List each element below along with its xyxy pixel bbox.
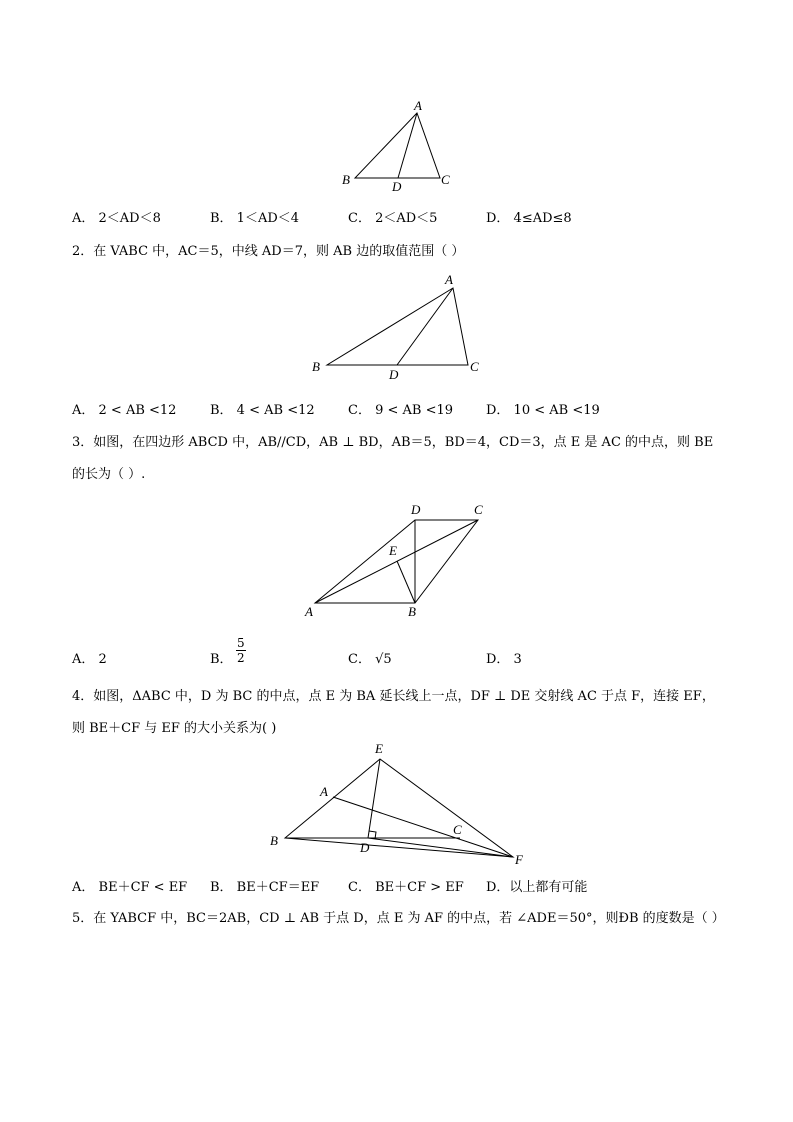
question-4-line-2: 则 BE＋CF 与 EF 的大小关系为( )	[72, 721, 277, 736]
label-e: E	[389, 543, 397, 558]
q3-option-b-fraction	[236, 636, 246, 665]
label-a: A	[305, 604, 313, 619]
label-d: D	[360, 840, 370, 855]
label-b: B	[408, 604, 416, 619]
q2-option-a[interactable]: A． 2 < AB <12	[72, 403, 177, 418]
q3-option-a[interactable]: A． 2	[72, 652, 107, 667]
q4-option-c[interactable]: C． BE＋CF > EF	[348, 880, 464, 895]
question-5: 5．在 YABCF 中，BC＝2AB，CD ⊥ AB 于点 D，点 E 为 AF 的中点，若 ∠ADE＝50°，则ÐB 的度数是（ ）	[72, 911, 725, 926]
q3-option-c[interactable]: C． √5	[348, 652, 392, 667]
label-a: A	[445, 272, 453, 287]
label-a: A	[414, 98, 422, 113]
question-4-line-1: 4．如图，ΔABC 中，D 为 BC 的中点，点 E 为 BA 延长线上一点，DF ⊥ DE 交射线 AC 于点 F，连接 EF，	[72, 689, 715, 704]
label-d: D	[389, 367, 399, 382]
q1-option-a[interactable]: A． 2＜AD＜8	[72, 211, 161, 226]
segment-ed	[368, 759, 380, 838]
segment-ad	[397, 288, 453, 365]
figure-4-triangle	[265, 740, 530, 870]
q4-option-b[interactable]: B． BE＋CF＝EF	[210, 880, 320, 895]
label-e: E	[375, 741, 383, 756]
q2-option-b[interactable]: B． 4 < AB <12	[210, 403, 315, 418]
label-b: B	[312, 359, 320, 374]
q1-option-c[interactable]: C． 2＜AD＜5	[348, 211, 438, 226]
label-c: C	[453, 822, 462, 837]
q2-option-c[interactable]: C． 9 < AB <19	[348, 403, 454, 418]
fraction-numerator: 5	[237, 636, 245, 650]
figure-2-triangle	[305, 270, 485, 382]
triangle-abc	[355, 113, 440, 178]
q1-option-b[interactable]: B． 1＜AD＜4	[210, 211, 300, 226]
label-d: D	[392, 179, 402, 194]
question-3-line-1: 3．如图，在四边形 ABCD 中，AB//CD，AB ⊥ BD，AB＝5，BD＝4，CD＝3，点 E 是 AC 的中点，则 BE	[72, 435, 714, 450]
question-3-line-2: 的长为（ ）.	[72, 467, 146, 482]
q3-option-d[interactable]: D． 3	[486, 652, 522, 667]
label-c: C	[474, 502, 483, 517]
label-c: C	[441, 172, 450, 187]
fraction-denominator: 2	[237, 651, 245, 665]
q3-option-b[interactable]	[210, 636, 245, 667]
segment-ac	[315, 520, 478, 603]
figure-1-triangle	[340, 98, 460, 194]
segment-be	[397, 561, 415, 603]
label-d: D	[411, 502, 421, 517]
label-b: B	[342, 172, 350, 187]
figure-3-quadrilateral	[300, 498, 500, 624]
q3-option-b-prefix: B．	[210, 652, 233, 667]
label-f: F	[515, 852, 523, 867]
question-2: 2．在 VABC 中，AC＝5，中线 AD＝7，则 AB 边的取值范围（ ）	[72, 244, 465, 259]
label-b: B	[270, 833, 278, 848]
q2-option-d[interactable]: D． 10 < AB <19	[486, 403, 600, 418]
label-a: A	[320, 784, 328, 799]
q1-option-d[interactable]: D． 4≤AD≤8	[486, 211, 572, 226]
q4-option-d[interactable]: D．以上都有可能	[486, 880, 588, 895]
q4-option-a[interactable]: A． BE＋CF < EF	[72, 880, 188, 895]
triangle-abc	[327, 288, 468, 365]
label-c: C	[470, 359, 479, 374]
